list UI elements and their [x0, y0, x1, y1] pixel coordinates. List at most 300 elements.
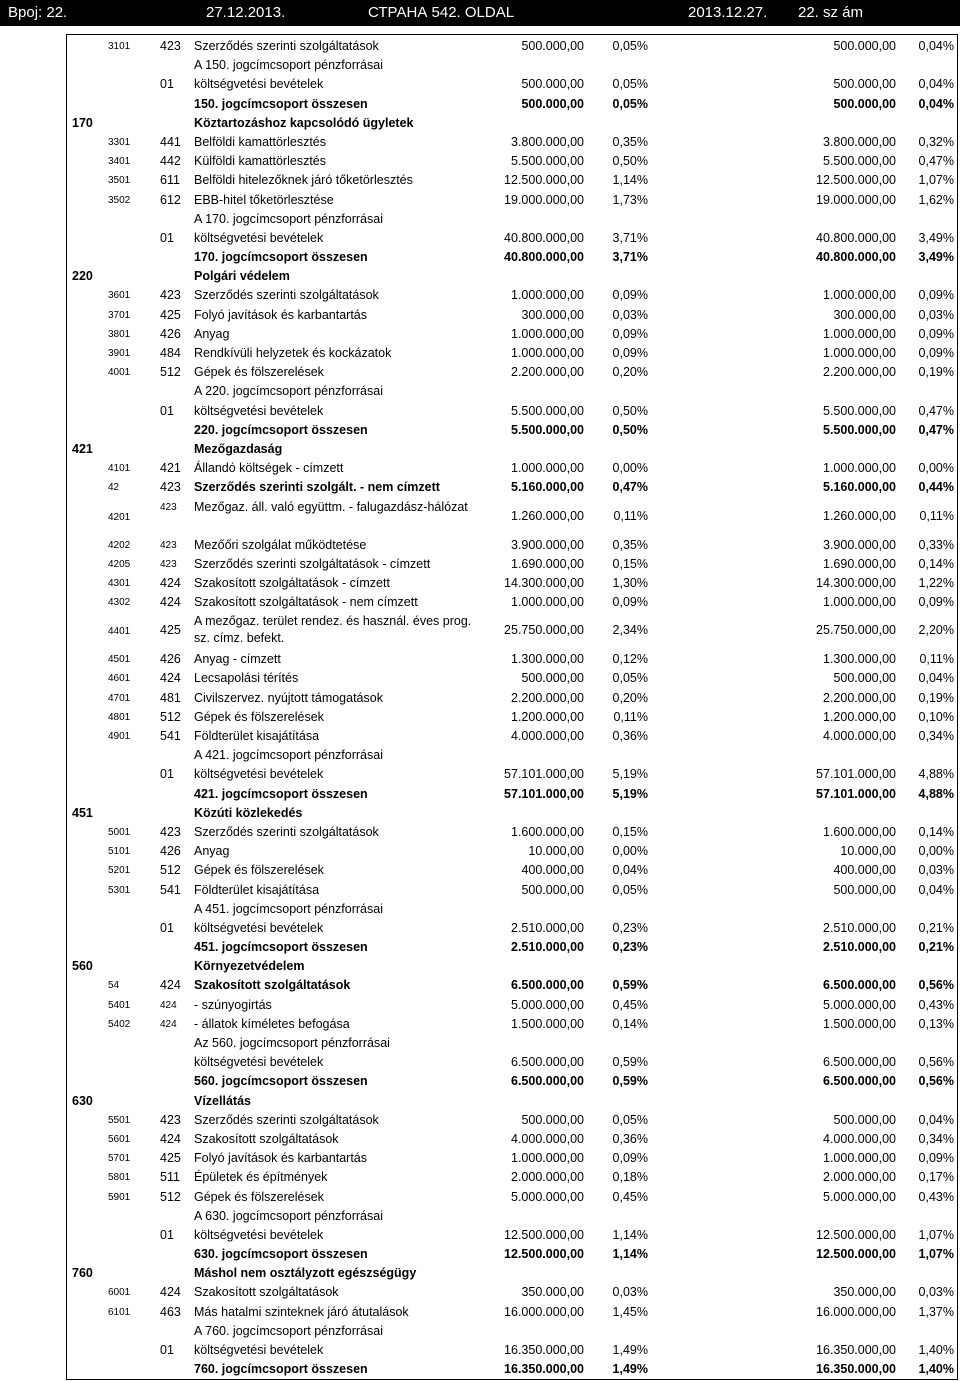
- percent-2: 0,47%: [918, 403, 954, 418]
- table-row: [0, 1168, 960, 1187]
- amount-1: 12.500.000,00: [504, 173, 584, 188]
- percent-2: 0,09%: [918, 326, 954, 341]
- economic-code: 512: [160, 1189, 181, 1204]
- table-row: [0, 536, 960, 555]
- percent-1: 0,03%: [612, 307, 648, 322]
- amount-1: 1.500.000,00: [511, 1016, 584, 1031]
- percent-1: 1,14%: [612, 173, 648, 188]
- amount-2: 3.800.000,00: [823, 134, 896, 149]
- amount-1: 3.800.000,00: [511, 134, 584, 149]
- percent-1: 0,23%: [612, 920, 648, 935]
- item-code: 4101: [108, 463, 131, 475]
- percent-1: 0,59%: [612, 1055, 648, 1070]
- item-code: 5501: [108, 1114, 131, 1126]
- item-name: A mezőgaz. terület rendez. és használ. éves prog. sz. címz. befekt.: [194, 614, 472, 646]
- table-row: [0, 1053, 960, 1072]
- item-name: Szakosított szolgáltatások: [194, 1131, 339, 1146]
- item-code: 4001: [108, 367, 131, 379]
- amount-1: 5.000.000,00: [511, 997, 584, 1012]
- percent-1: 1,49%: [612, 1362, 648, 1377]
- item-name: Folyó javítások és karbantartás: [194, 307, 367, 322]
- economic-code: 611: [160, 173, 180, 188]
- economic-code: 01: [160, 230, 174, 245]
- percent-2: 0,56%: [918, 978, 954, 993]
- table-row: [0, 325, 960, 344]
- economic-code: 423: [160, 824, 181, 839]
- table-row: [0, 996, 960, 1015]
- item-name: A 150. jogcímcsoport pénzforrásai: [194, 58, 383, 73]
- amount-2: 1.690.000,00: [823, 556, 896, 571]
- item-name: Mezőgazdaság: [194, 441, 283, 456]
- item-name: költségvetési bevételek: [194, 1227, 324, 1242]
- economic-code: 441: [160, 134, 181, 149]
- amount-2: 1.000.000,00: [823, 1151, 896, 1166]
- item-code: 5201: [108, 865, 131, 877]
- item-name: 421. jogcímcsoport összesen: [194, 786, 368, 801]
- percent-1: 0,23%: [612, 940, 648, 955]
- amount-2: 4.000.000,00: [823, 1131, 896, 1146]
- item-code: 5801: [108, 1172, 131, 1184]
- economic-code: 512: [160, 365, 181, 380]
- amount-2: 2.510.000,00: [823, 920, 896, 935]
- item-code: 5401: [108, 999, 131, 1011]
- item-code: 3601: [108, 290, 131, 302]
- amount-1: 6.500.000,00: [511, 1074, 584, 1089]
- percent-1: 0,18%: [612, 1170, 648, 1185]
- amount-1: 500.000,00: [521, 96, 584, 111]
- table-row: [0, 191, 960, 210]
- amount-2: 500.000,00: [833, 39, 896, 53]
- table-row: [0, 1015, 960, 1034]
- item-name: költségvetési bevételek: [194, 920, 324, 935]
- amount-2: 1.600.000,00: [823, 824, 896, 839]
- header-issue: Bрoj: 22.: [8, 4, 68, 21]
- item-name: 150. jogcímcsoport összesen: [194, 96, 368, 111]
- percent-1: 0,45%: [612, 1189, 648, 1204]
- table-row: [0, 498, 960, 536]
- percent-1: 0,12%: [612, 652, 648, 667]
- item-name: Lecsapolási térítés: [194, 671, 299, 686]
- function-code: 560: [72, 959, 93, 974]
- function-code: 220: [72, 269, 93, 284]
- amount-1: 1.000.000,00: [511, 461, 584, 476]
- percent-2: 0,34%: [918, 1131, 954, 1146]
- amount-2: 57.101.000,00: [816, 767, 896, 782]
- item-name: - szúnyogirtás: [194, 997, 272, 1012]
- table-row: [0, 1226, 960, 1245]
- item-name: Földterület kisajátítása: [194, 729, 320, 743]
- item-code: 5301: [108, 884, 131, 896]
- percent-1: 0,09%: [612, 326, 648, 341]
- percent-2: 1,40%: [918, 1362, 954, 1377]
- item-name: Folyó javítások és karbantartás: [194, 1151, 367, 1166]
- amount-1: 2.000.000,00: [511, 1170, 584, 1185]
- subheading-row: [0, 1207, 960, 1226]
- item-code: 54: [108, 980, 120, 992]
- economic-code: 541: [160, 882, 181, 897]
- item-code: 4501: [108, 654, 131, 666]
- percent-1: 2,34%: [612, 623, 648, 638]
- amount-2: 1.300.000,00: [823, 652, 896, 667]
- amount-1: 2.200.000,00: [511, 690, 584, 705]
- table-row: [0, 574, 960, 593]
- function-code: 760: [72, 1266, 93, 1281]
- amount-1: 19.000.000,00: [504, 192, 584, 207]
- table-row: [0, 593, 960, 612]
- table-row: [0, 402, 960, 421]
- amount-2: 2.200.000,00: [823, 365, 896, 380]
- percent-1: 0,35%: [612, 134, 648, 149]
- item-name: Civilszervez. nyújtott támogatások: [194, 690, 383, 705]
- amount-1: 1.260.000,00: [511, 508, 584, 523]
- amount-1: 1.000.000,00: [511, 1151, 584, 1166]
- table-row: [0, 689, 960, 708]
- amount-2: 350.000,00: [833, 1285, 896, 1300]
- amount-2: 16.350.000,00: [816, 1362, 896, 1377]
- table-row: [0, 1283, 960, 1302]
- item-code: 4901: [108, 731, 131, 742]
- percent-1: 0,11%: [613, 709, 648, 724]
- total-row: [0, 1360, 960, 1379]
- section-row: [0, 114, 960, 133]
- economic-code: 01: [160, 77, 174, 92]
- item-name: Közúti közlekedés: [194, 805, 303, 820]
- item-code: 4701: [108, 692, 131, 704]
- item-name: költségvetési bevételek: [194, 230, 324, 245]
- percent-2: 0,00%: [918, 844, 954, 859]
- item-name: Anyag: [194, 326, 230, 341]
- table-row: [0, 229, 960, 248]
- amount-1: 16.350.000,00: [504, 1343, 584, 1357]
- function-code: 630: [72, 1093, 93, 1108]
- item-name: 560. jogcímcsoport összesen: [194, 1074, 368, 1089]
- amount-1: 5.160.000,00: [511, 480, 584, 495]
- amount-2: 1.000.000,00: [823, 595, 896, 610]
- percent-2: 1,40%: [918, 1343, 954, 1357]
- amount-2: 40.800.000,00: [816, 230, 896, 245]
- amount-1: 16.350.000,00: [504, 1362, 584, 1377]
- percent-2: 0,14%: [918, 824, 954, 839]
- percent-1: 0,05%: [612, 96, 648, 111]
- item-code: 4302: [108, 597, 131, 609]
- percent-2: 1,62%: [918, 192, 954, 207]
- economic-code: 423: [160, 501, 177, 513]
- item-name: A 760. jogcímcsoport pénzforrásai: [194, 1323, 383, 1338]
- economic-code: 512: [160, 709, 181, 724]
- economic-code: 423: [160, 539, 177, 551]
- item-name: 451. jogcímcsoport összesen: [194, 940, 368, 955]
- amount-2: 4.000.000,00: [823, 729, 896, 743]
- amount-2: 1.500.000,00: [823, 1016, 896, 1031]
- percent-2: 0,56%: [918, 1055, 954, 1070]
- header-page: СТРАНА 542. OLDAL: [368, 4, 515, 21]
- item-name: Máshol nem osztályzott egészségügy: [194, 1266, 417, 1281]
- table-row: [0, 133, 960, 152]
- item-code: 4401: [108, 626, 131, 638]
- percent-2: 0,04%: [918, 1112, 954, 1127]
- item-code: 3701: [108, 309, 131, 321]
- economic-code: 612: [160, 192, 181, 207]
- item-name: Más hatalmi szinteknek járó átutalások: [194, 1304, 409, 1319]
- amount-2: 12.500.000,00: [816, 1227, 896, 1242]
- amount-1: 1.000.000,00: [511, 288, 584, 303]
- percent-1: 1,14%: [612, 1227, 648, 1242]
- amount-1: 500.000,00: [521, 39, 584, 53]
- section-row: [0, 1092, 960, 1111]
- amount-2: 5.500.000,00: [823, 403, 896, 418]
- item-code: 5901: [108, 1191, 131, 1203]
- percent-2: 0,13%: [918, 1016, 954, 1031]
- percent-1: 0,45%: [612, 997, 648, 1012]
- percent-2: 3,49%: [918, 230, 954, 245]
- amount-2: 500.000,00: [833, 671, 896, 686]
- table-row: [0, 37, 960, 56]
- amount-2: 3.900.000,00: [823, 537, 896, 552]
- header-date: 27.12.2013.: [206, 4, 286, 21]
- percent-2: 0,32%: [918, 134, 954, 149]
- amount-2: 500.000,00: [833, 1112, 896, 1127]
- percent-2: 0,56%: [918, 1074, 954, 1089]
- economic-code: 425: [160, 1151, 181, 1166]
- item-code: 4301: [108, 577, 131, 589]
- amount-1: 1.000.000,00: [511, 595, 584, 610]
- item-code: 3401: [108, 156, 131, 168]
- economic-code: 424: [160, 1285, 181, 1300]
- amount-1: 500.000,00: [521, 882, 584, 897]
- table-row: [0, 1130, 960, 1149]
- amount-1: 1.690.000,00: [511, 556, 584, 571]
- item-name: Polgári védelem: [194, 269, 290, 284]
- percent-1: 0,09%: [612, 595, 648, 610]
- item-code: 4201: [108, 511, 131, 523]
- item-name: költségvetési bevételek: [194, 1055, 324, 1070]
- amount-1: 40.800.000,00: [504, 230, 584, 245]
- amount-2: 25.750.000,00: [816, 623, 896, 638]
- total-row: [0, 1072, 960, 1091]
- percent-2: 0,04%: [918, 77, 954, 92]
- percent-1: 0,04%: [612, 863, 648, 878]
- function-code: 170: [72, 115, 93, 130]
- percent-1: 3,71%: [612, 250, 648, 265]
- item-name: A 451. jogcímcsoport pénzforrásai: [194, 901, 383, 916]
- item-name: Szerződés szerinti szolgáltatások: [194, 288, 379, 303]
- economic-code: 01: [160, 1343, 174, 1357]
- section-row: [0, 957, 960, 976]
- percent-2: 0,17%: [918, 1170, 954, 1185]
- total-row: [0, 248, 960, 267]
- item-code: 42: [108, 482, 120, 494]
- percent-2: 0,44%: [918, 480, 954, 495]
- percent-1: 0,20%: [612, 365, 648, 380]
- item-name: Rendkívüli helyzetek és kockázatok: [194, 346, 392, 360]
- header-date-2: 2013.12.27.: [688, 4, 768, 21]
- percent-1: 0,15%: [612, 556, 648, 571]
- subheading-row: [0, 1322, 960, 1341]
- item-name: Anyag: [194, 844, 230, 859]
- table-row: [0, 1149, 960, 1168]
- page-header: [0, 0, 960, 26]
- percent-2: 3,49%: [918, 250, 954, 265]
- economic-code: 01: [160, 767, 174, 782]
- amount-2: 1.000.000,00: [823, 326, 896, 341]
- amount-1: 12.500.000,00: [504, 1247, 584, 1262]
- item-name: A 220. jogcímcsoport pénzforrásai: [194, 384, 383, 399]
- percent-1: 1,73%: [612, 192, 648, 207]
- percent-1: 0,09%: [612, 1151, 648, 1166]
- percent-2: 0,14%: [918, 556, 954, 571]
- amount-1: 5.000.000,00: [511, 1189, 584, 1204]
- amount-2: 10.000,00: [840, 844, 896, 859]
- amount-1: 57.101.000,00: [504, 767, 584, 782]
- economic-code: 423: [160, 480, 181, 495]
- percent-1: 0,09%: [612, 346, 648, 360]
- percent-1: 0,20%: [612, 690, 648, 705]
- amount-1: 500.000,00: [521, 77, 584, 92]
- percent-2: 0,04%: [918, 39, 954, 53]
- item-name: Gépek és fölszerelések: [194, 365, 324, 380]
- percent-2: 1,22%: [918, 575, 954, 590]
- section-row: [0, 1264, 960, 1283]
- item-name: Az 560. jogcímcsoport pénzforrásai: [194, 1036, 390, 1050]
- table-row: [0, 669, 960, 688]
- item-name: A 170. jogcímcsoport pénzforrásai: [194, 211, 383, 226]
- percent-2: 0,47%: [918, 422, 954, 437]
- item-name: költségvetési bevételek: [194, 403, 324, 418]
- economic-code: 425: [160, 307, 181, 322]
- item-name: Szerződés szerinti szolgáltatások - címzett: [194, 556, 431, 571]
- table-row: [0, 861, 960, 880]
- table-row: [0, 765, 960, 784]
- item-name: Állandó költségek - címzett: [194, 461, 344, 476]
- item-name: költségvetési bevételek: [194, 767, 324, 782]
- percent-1: 0,00%: [612, 461, 648, 476]
- total-row: [0, 938, 960, 957]
- item-code: 3502: [108, 194, 131, 206]
- amount-1: 12.500.000,00: [504, 1227, 584, 1242]
- item-name: Szerződés szerinti szolgáltatások: [194, 1112, 379, 1127]
- percent-2: 0,04%: [918, 882, 954, 897]
- item-name: Szakosított szolgáltatások - nem címzett: [194, 595, 418, 610]
- amount-1: 1.000.000,00: [511, 346, 584, 360]
- amount-2: 14.300.000,00: [816, 575, 896, 590]
- table-row: [0, 344, 960, 363]
- budget-table: [0, 37, 960, 1379]
- amount-1: 5.500.000,00: [511, 403, 584, 418]
- percent-1: 0,50%: [612, 422, 648, 437]
- amount-1: 2.510.000,00: [511, 920, 584, 935]
- item-code: 5402: [108, 1018, 131, 1030]
- amount-1: 40.800.000,00: [504, 250, 584, 265]
- percent-1: 0,35%: [612, 537, 648, 552]
- amount-1: 1.200.000,00: [511, 709, 584, 724]
- economic-code: 424: [160, 671, 181, 686]
- item-code: 5601: [108, 1133, 131, 1145]
- amount-1: 6.500.000,00: [511, 1055, 584, 1070]
- economic-code: 425: [160, 623, 181, 638]
- amount-2: 1.000.000,00: [823, 346, 896, 360]
- item-name: Mezőgaz. áll. való együttm. - falugazdász-hálózat: [194, 499, 468, 514]
- amount-2: 1.260.000,00: [823, 508, 896, 523]
- item-name: Épületek és építmények: [194, 1170, 328, 1185]
- amount-1: 57.101.000,00: [504, 786, 584, 801]
- percent-2: 0,09%: [918, 1151, 954, 1166]
- economic-code: 423: [160, 288, 181, 303]
- amount-2: 500.000,00: [833, 882, 896, 897]
- item-code: 3501: [108, 175, 131, 187]
- item-name: 630. jogcímcsoport összesen: [194, 1247, 368, 1262]
- amount-1: 5.500.000,00: [511, 422, 584, 437]
- item-name: 220. jogcímcsoport összesen: [194, 422, 368, 437]
- item-name: Szerződés szerinti szolgáltatások: [194, 39, 379, 53]
- economic-code: 421: [160, 461, 181, 476]
- economic-code: 424: [160, 1131, 181, 1146]
- amount-2: 16.000.000,00: [816, 1304, 896, 1319]
- percent-1: 0,05%: [612, 671, 648, 686]
- amount-2: 2.000.000,00: [823, 1170, 896, 1185]
- percent-1: 0,05%: [612, 77, 648, 92]
- percent-2: 0,34%: [918, 729, 954, 743]
- amount-1: 1.300.000,00: [511, 652, 584, 667]
- item-code: 3801: [108, 328, 131, 340]
- economic-code: 481: [160, 690, 181, 705]
- economic-code: 423: [160, 1112, 181, 1127]
- item-name: költségvetési bevételek: [194, 1343, 324, 1357]
- table-row: [0, 976, 960, 995]
- item-name: Vízellátás: [194, 1093, 251, 1108]
- item-name: Gépek és fölszerelések: [194, 863, 324, 878]
- subheading-row: [0, 900, 960, 919]
- item-code: 5701: [108, 1153, 131, 1165]
- percent-2: 1,37%: [918, 1304, 954, 1319]
- percent-2: 1,07%: [918, 1227, 954, 1242]
- percent-2: 4,88%: [918, 786, 954, 801]
- amount-2: 300.000,00: [833, 307, 896, 322]
- table-row: [0, 1341, 960, 1360]
- amount-2: 16.350.000,00: [816, 1343, 896, 1357]
- section-row: [0, 267, 960, 286]
- percent-2: 0,00%: [918, 461, 954, 476]
- section-row: [0, 804, 960, 823]
- function-code: 451: [72, 805, 93, 820]
- percent-2: 0,03%: [918, 863, 954, 878]
- economic-code: 463: [160, 1304, 181, 1319]
- amount-1: 300.000,00: [521, 307, 584, 322]
- amount-1: 2.200.000,00: [511, 365, 584, 380]
- percent-1: 1,45%: [612, 1304, 648, 1319]
- item-code: 6001: [108, 1287, 131, 1299]
- header-issue-2: 22. sz ám: [798, 4, 864, 21]
- percent-2: 0,09%: [918, 346, 954, 360]
- percent-2: 0,21%: [918, 920, 954, 935]
- amount-1: 4.000.000,00: [511, 1131, 584, 1146]
- percent-2: 0,21%: [918, 940, 954, 955]
- amount-1: 1.000.000,00: [511, 326, 584, 341]
- item-code: 4202: [108, 539, 131, 551]
- percent-1: 3,71%: [612, 230, 648, 245]
- table-row: [0, 708, 960, 727]
- amount-1: 16.000.000,00: [504, 1304, 584, 1319]
- amount-2: 1.200.000,00: [823, 709, 896, 724]
- amount-1: 1.600.000,00: [511, 824, 584, 839]
- percent-1: 0,36%: [612, 729, 648, 743]
- percent-1: 0,50%: [612, 154, 648, 169]
- table-row: [0, 612, 960, 650]
- item-name: Szerződés szerinti szolgáltatások: [194, 824, 379, 839]
- item-name: EBB-hitel tőketörlesztése: [194, 192, 334, 207]
- percent-2: 0,19%: [918, 365, 954, 380]
- item-name: költségvetési bevételek: [194, 77, 324, 92]
- percent-1: 0,59%: [612, 978, 648, 993]
